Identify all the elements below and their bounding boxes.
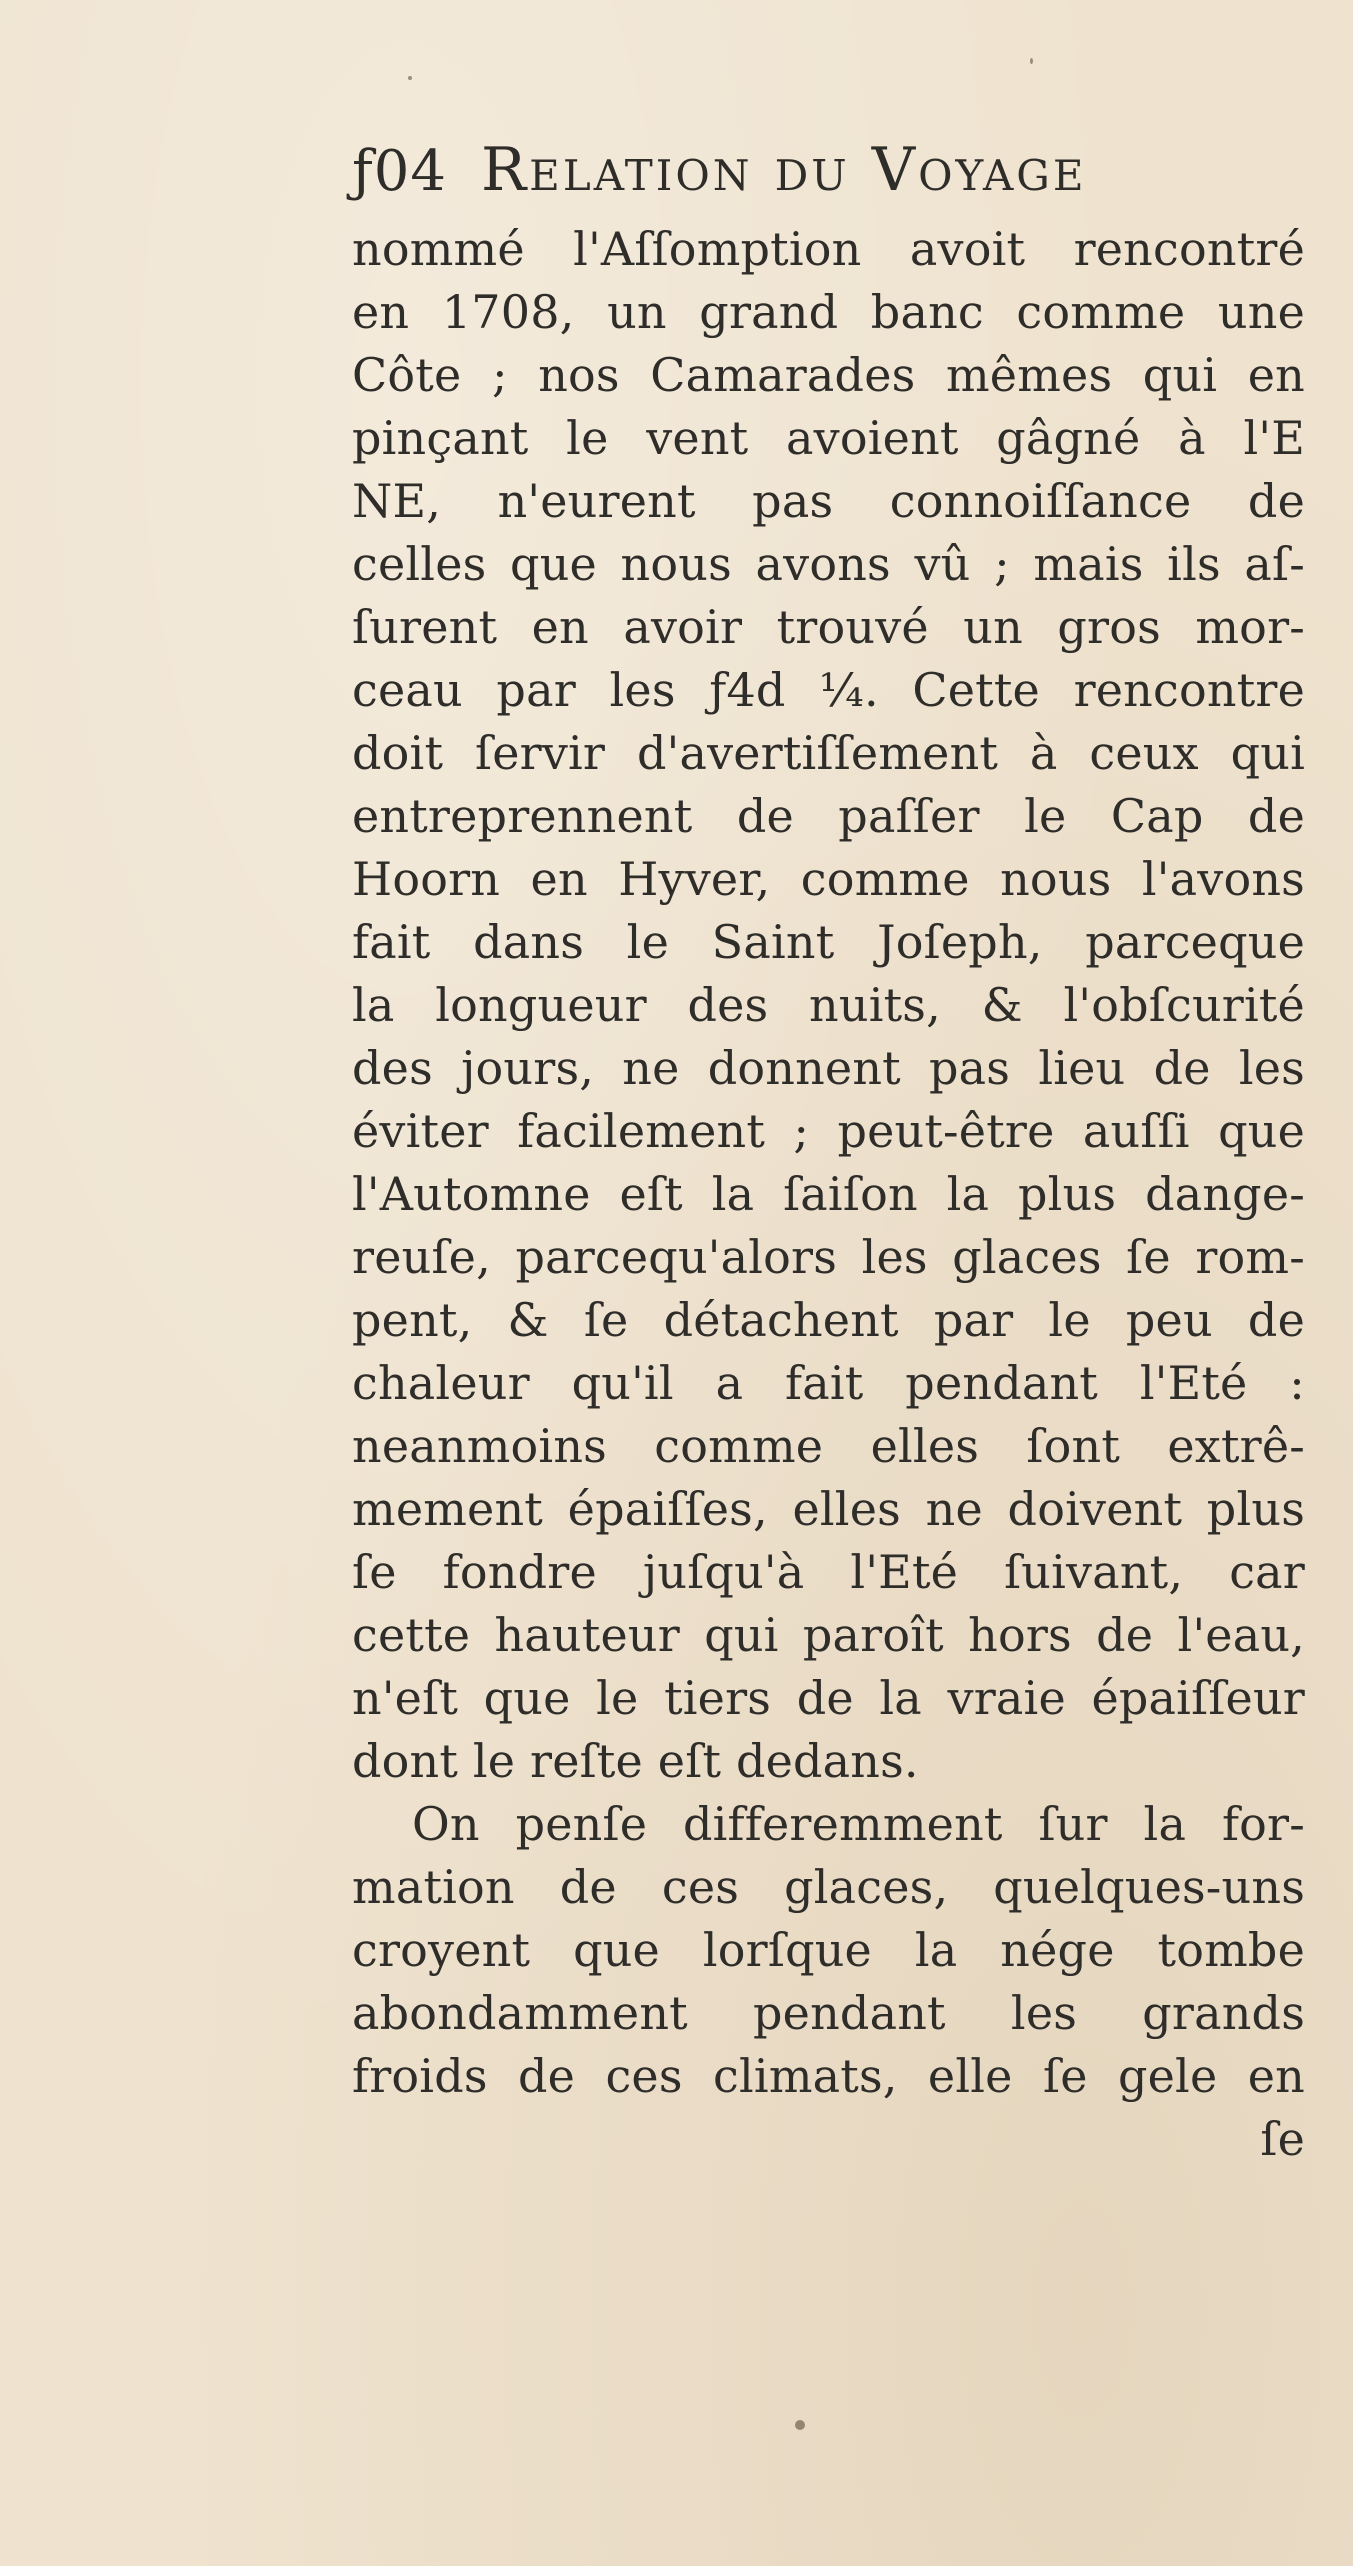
text-line: croyent que lorſque la nége tombe [352,1923,1305,1977]
text-line: neanmoins comme elles ſont extrê- [352,1419,1305,1473]
text-line: celles que nous avons vû ; mais ils aſ- [352,537,1305,591]
page-number: ƒ04 [352,139,447,204]
text-line: dont le reſte eſt dedans. [352,1734,919,1788]
catchword: ſe [1260,2112,1305,2166]
text-line: la longueur des nuits, & l'obſcurité [352,978,1305,1032]
page-header [352,135,1305,205]
text-line: chaleur qu'il a fait pendant l'Eté : [352,1356,1305,1410]
text-line: éviter facilement ; peut-être auſſi que [352,1104,1305,1158]
body-text [352,218,1305,2171]
running-title: Relation du Voyage [480,135,1087,205]
text-line: pent, & ſe détachent par le peu de [352,1293,1305,1347]
paper-speck [1030,58,1033,64]
text-line: ſurent en avoir trouvé un gros mor- [352,600,1305,654]
paragraph-start-line: On penſe differemment ſur la for- [412,1797,1305,1851]
text-line: cette hauteur qui paroît hors de l'eau, [352,1608,1305,1662]
text-line: entreprennent de paſſer le Cap de [352,789,1305,843]
text-line: Côte ; nos Camarades mêmes qui en [352,348,1305,402]
text-line: l'Automne eſt la ſaiſon la plus dange- [352,1167,1305,1221]
text-line: froids de ces climats, elle ſe gele en [352,2049,1305,2103]
text-line: reuſe, parcequ'alors les glaces ſe rom- [352,1230,1305,1284]
text-line: nommé l'Aſſomption avoit rencontré [352,222,1305,276]
paper-speck [795,2420,805,2430]
text-line: abondamment pendant les grands [352,1986,1305,2040]
text-line: doit ſervir d'avertiſſement à ceux qui [352,726,1305,780]
text-line: pinçant le vent avoient gâgné à l'E [352,411,1305,465]
text-line: fait dans le Saint Joſeph, parceque [352,915,1305,969]
paper-speck [408,76,412,80]
text-line: en 1708, un grand banc comme une [352,285,1305,339]
text-line: des jours, ne donnent pas lieu de les [352,1041,1305,1095]
text-line: ſe fondre juſqu'à l'Eté ſuivant, car [352,1545,1305,1599]
text-line: mation de ces glaces, quelques-uns [352,1860,1305,1914]
text-line: ceau par les ƒ4d ¼. Cette rencontre [352,663,1305,717]
text-line: mement épaiſſes, elles ne doivent plus [352,1482,1305,1536]
text-line: Hoorn en Hyver, comme nous l'avons [352,852,1305,906]
text-line: n'eſt que le tiers de la vraie épaiſſeur [352,1671,1305,1725]
text-line: NE, n'eurent pas connoiſſance de [352,474,1305,528]
